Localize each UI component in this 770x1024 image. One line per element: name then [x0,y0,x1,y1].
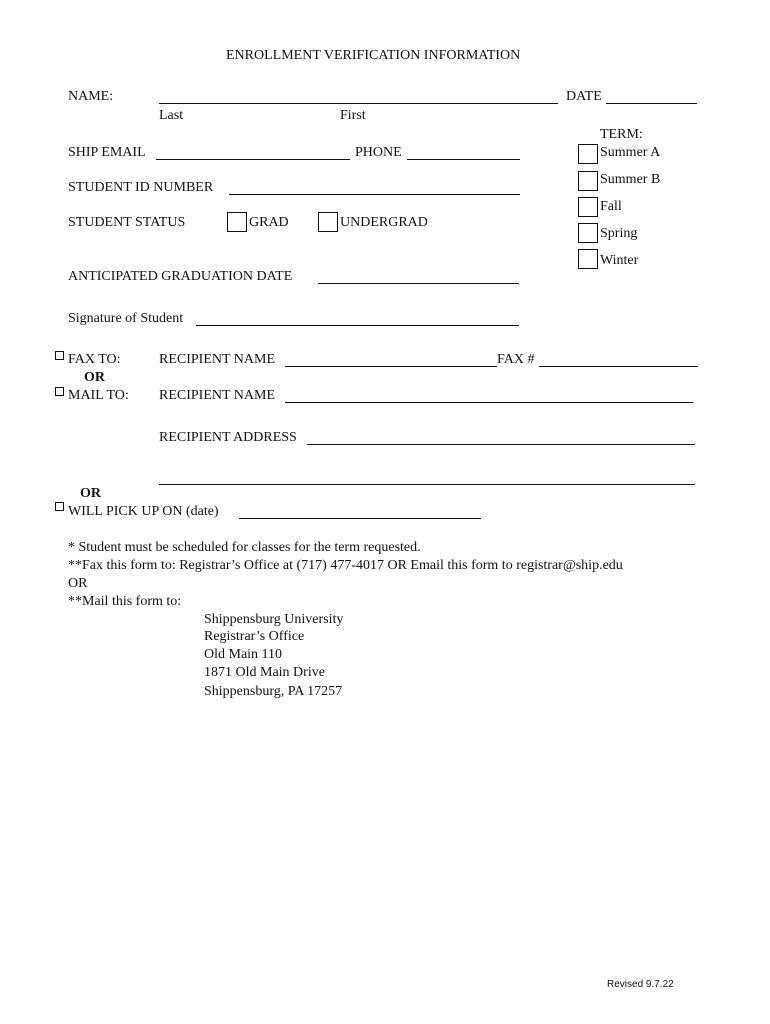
fax-to-checkbox[interactable] [55,351,64,360]
mail-to-label: MAIL TO: [68,388,129,403]
undergrad-label: UNDERGRAD [340,215,428,230]
graduation-date-field[interactable] [318,283,519,284]
date-label: DATE [566,89,602,104]
student-status-label: STUDENT STATUS [68,215,186,230]
grad-label: GRAD [249,215,289,230]
term-fall-checkbox[interactable] [578,197,598,217]
term-spring-label: Spring [600,226,638,241]
recipient-address-field-2[interactable] [159,484,695,485]
name-label: NAME: [68,89,114,104]
phone-field[interactable] [407,159,520,160]
or-separator-1: OR [84,370,105,385]
address-line-4: 1871 Old Main Drive [204,665,325,680]
term-winter-label: Winter [600,253,639,268]
undergrad-checkbox[interactable] [318,212,338,232]
signature-label: Signature of Student [68,311,184,326]
phone-label: PHONE [355,145,402,160]
revision-date: Revised 9.7.22 [607,979,674,990]
address-line-5: Shippensburg, PA 17257 [204,684,343,699]
first-name-caption: First [340,108,366,123]
recipient-address-label: RECIPIENT ADDRESS [159,430,297,445]
student-id-field[interactable] [229,194,520,195]
form-title: ENROLLMENT VERIFICATION INFORMATION [226,48,521,63]
address-line-3: Old Main 110 [204,647,283,662]
pickup-date-field[interactable] [239,518,481,519]
note-scheduled: * Student must be scheduled for classes for the term requested. [68,540,421,555]
email-label: SHIP EMAIL [68,145,146,160]
last-name-caption: Last [159,108,184,123]
mail-recipient-name-label: RECIPIENT NAME [159,388,276,403]
term-summer-a-label: Summer A [600,145,661,160]
recipient-address-field-1[interactable] [307,444,695,445]
fax-recipient-name-field[interactable] [285,366,497,367]
note-mail: **Mail this form to: [68,594,182,609]
mail-to-checkbox[interactable] [55,387,64,396]
fax-number-field[interactable] [539,366,698,367]
term-fall-label: Fall [600,199,622,214]
grad-checkbox[interactable] [227,212,247,232]
signature-field[interactable] [196,325,519,326]
address-line-2: Registrar’s Office [204,629,305,644]
or-separator-2: OR [80,486,101,501]
pickup-label: WILL PICK UP ON (date) [68,504,219,519]
student-id-label: STUDENT ID NUMBER [68,180,214,195]
note-or: OR [68,576,88,591]
mail-recipient-name-field[interactable] [285,402,693,403]
graduation-date-label: ANTICIPATED GRADUATION DATE [68,269,293,284]
term-summer-b-checkbox[interactable] [578,171,598,191]
address-line-1: Shippensburg University [204,612,344,627]
note-fax-email: **Fax this form to: Registrar’s Office at (717) 477-4017 OR Email this form to registrar@ship.edu [68,558,623,573]
name-field[interactable] [159,103,558,104]
term-winter-checkbox[interactable] [578,249,598,269]
term-summer-a-checkbox[interactable] [578,144,598,164]
fax-recipient-name-label: RECIPIENT NAME [159,352,276,367]
fax-to-label: FAX TO: [68,352,121,367]
term-label: TERM: [600,127,643,142]
pickup-checkbox[interactable] [55,502,64,511]
fax-number-label: FAX # [497,352,535,367]
term-spring-checkbox[interactable] [578,223,598,243]
email-field[interactable] [156,159,350,160]
term-summer-b-label: Summer B [600,172,661,187]
date-field[interactable] [606,103,697,104]
